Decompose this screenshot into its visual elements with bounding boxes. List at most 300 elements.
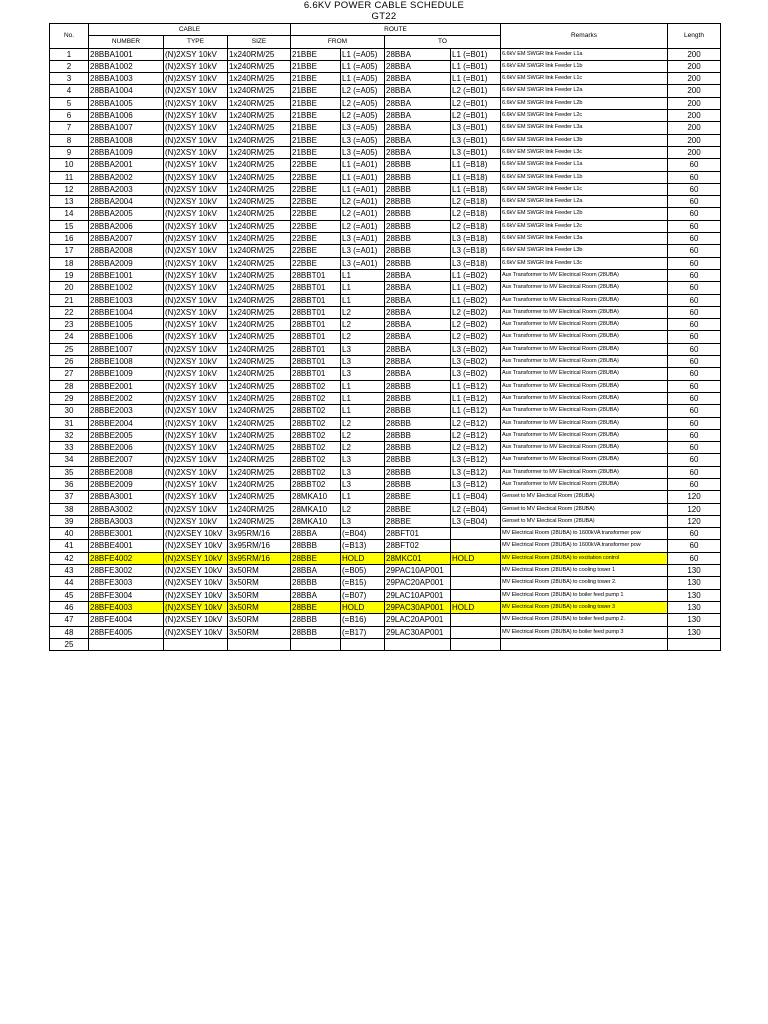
cell-remarks: Aux Transformer to MV Electrical Room (28UBA)	[501, 405, 668, 417]
cell-from: 28BBT02	[291, 454, 341, 466]
cell-length: 60	[668, 442, 721, 454]
cell-size: 3x95RM/16	[228, 540, 291, 552]
cell-no: 32	[50, 429, 89, 441]
cell-from-sub: L3 (=A05)	[341, 134, 385, 146]
cell-number: 28BBA1008	[89, 134, 164, 146]
cell-type: (N)2XSY 10kV	[164, 405, 228, 417]
cell-size: 1x240RM/25	[228, 306, 291, 318]
cell-remarks: MV Electrical Room (28UBA) to cooling tower 3	[501, 601, 668, 613]
cell-from: 22BBE	[291, 171, 341, 183]
cell-length: 60	[668, 392, 721, 404]
table-row	[50, 122, 721, 134]
cell-type: (N)2XSEY 10kV	[164, 589, 228, 601]
cell-remarks: Aux Transformer to MV Electrical Room (28UBA)	[501, 466, 668, 478]
cell-to: 28BBE	[385, 503, 451, 515]
cell-to-sub: L3 (=B12)	[451, 454, 501, 466]
cell-number: 28BBA2007	[89, 233, 164, 245]
cell-to	[385, 638, 451, 650]
cell-remarks: 6.6kV EM SWGR link Feeder L3a	[501, 233, 668, 245]
cell-type: (N)2XSY 10kV	[164, 171, 228, 183]
cell-size: 1x240RM/25	[228, 196, 291, 208]
table-row	[50, 134, 721, 146]
cell-length: 200	[668, 73, 721, 85]
cell-from: 28BBA	[291, 528, 341, 540]
cell-remarks: MV Electrical Room (28UBA) to boiler feed pump 1	[501, 589, 668, 601]
cell-from-sub: L2	[341, 319, 385, 331]
cell-from-sub: L3	[341, 356, 385, 368]
cell-no: 23	[50, 319, 89, 331]
cell-type: (N)2XSY 10kV	[164, 503, 228, 515]
cell-from: 28BBT01	[291, 343, 341, 355]
cell-length: 60	[668, 294, 721, 306]
page-subtitle: GT22	[371, 11, 397, 22]
cell-type: (N)2XSY 10kV	[164, 85, 228, 97]
cell-no: 42	[50, 552, 89, 564]
cell-length: 120	[668, 515, 721, 527]
cell-type: (N)2XSY 10kV	[164, 368, 228, 380]
cell-remarks: 6.6kV EM SWGR link Feeder L1b	[501, 171, 668, 183]
cell-number: 28BBA3002	[89, 503, 164, 515]
cell-to: 28BBB	[385, 220, 451, 232]
cell-from: 22BBE	[291, 257, 341, 269]
cell-number: 28BFE4002	[89, 552, 164, 564]
cell-number: 28BBE2006	[89, 442, 164, 454]
cell-number: 28BFE4003	[89, 601, 164, 613]
cell-from: 28BBE	[291, 552, 341, 564]
cell-from-sub: L2 (=A05)	[341, 110, 385, 122]
cell-no: 6	[50, 110, 89, 122]
header-length: Length	[668, 24, 721, 49]
cell-size: 1x240RM/25	[228, 257, 291, 269]
cell-type: (N)2XSY 10kV	[164, 73, 228, 85]
cell-to: 28BBE	[385, 515, 451, 527]
cell-number	[89, 638, 164, 650]
cell-to: 28BBB	[385, 196, 451, 208]
cell-from: 28BBA	[291, 565, 341, 577]
table-row	[50, 171, 721, 183]
cell-from-sub: L2	[341, 429, 385, 441]
cell-to: 28BBA	[385, 356, 451, 368]
cell-length: 130	[668, 577, 721, 589]
cell-from-sub: L3	[341, 515, 385, 527]
cell-no: 14	[50, 208, 89, 220]
cell-remarks	[501, 638, 668, 650]
cell-type: (N)2XSY 10kV	[164, 233, 228, 245]
cell-length: 60	[668, 331, 721, 343]
cell-size: 3x50RM	[228, 577, 291, 589]
cell-to-sub: L3 (=B18)	[451, 257, 501, 269]
table-row	[50, 380, 721, 392]
cell-number: 28BBA2001	[89, 159, 164, 171]
cell-number: 28BFE3004	[89, 589, 164, 601]
cell-no: 34	[50, 454, 89, 466]
cell-to: 28BFT02	[385, 540, 451, 552]
cell-number: 28BBE2004	[89, 417, 164, 429]
cell-number: 28BBE1006	[89, 331, 164, 343]
cell-remarks: 6.6kV EM SWGR link Feeder L2c	[501, 220, 668, 232]
cell-size: 1x240RM/25	[228, 294, 291, 306]
cell-no: 35	[50, 466, 89, 478]
cell-from: 22BBE	[291, 159, 341, 171]
cell-size: 1x240RM/25	[228, 134, 291, 146]
cell-from-sub: L2	[341, 442, 385, 454]
cell-from: 21BBE	[291, 73, 341, 85]
cell-from-sub: L2 (=A01)	[341, 208, 385, 220]
cell-length: 130	[668, 565, 721, 577]
cell-length: 120	[668, 491, 721, 503]
cell-remarks: Genset to MV Electical Room (28UBA)	[501, 515, 668, 527]
table-row	[50, 257, 721, 269]
cell-from: 28MKA10	[291, 503, 341, 515]
cell-size: 1x240RM/25	[228, 110, 291, 122]
cell-no: 46	[50, 601, 89, 613]
cell-no: 28	[50, 380, 89, 392]
cell-no: 19	[50, 269, 89, 281]
cell-no: 21	[50, 294, 89, 306]
cell-number: 28BBA2002	[89, 171, 164, 183]
cell-size: 1x240RM/25	[228, 478, 291, 490]
cell-type: (N)2XSEY 10kV	[164, 614, 228, 626]
cell-number: 28BBE2008	[89, 466, 164, 478]
cell-from: 28MKA10	[291, 491, 341, 503]
cell-from: 28BBT02	[291, 429, 341, 441]
table-row	[50, 638, 721, 650]
cell-number: 28BBE4001	[89, 540, 164, 552]
cell-no: 20	[50, 282, 89, 294]
cell-to: 29LAC10AP001	[385, 589, 451, 601]
cell-size: 1x240RM/25	[228, 417, 291, 429]
cell-type: (N)2XSEY 10kV	[164, 601, 228, 613]
cell-from: 28BBB	[291, 626, 341, 638]
cell-type: (N)2XSY 10kV	[164, 257, 228, 269]
cell-length: 60	[668, 171, 721, 183]
cell-from: 28BBT02	[291, 405, 341, 417]
cell-no: 4	[50, 85, 89, 97]
cell-number: 28BBA1004	[89, 85, 164, 97]
cell-to: 28BBB	[385, 183, 451, 195]
cell-remarks: MV Electrical Room (28UBA) to boiler feed pump 3	[501, 626, 668, 638]
table-row	[50, 565, 721, 577]
cell-to: 28BBB	[385, 380, 451, 392]
cell-to-sub: L2 (=B02)	[451, 319, 501, 331]
cell-to-sub: L3 (=B01)	[451, 122, 501, 134]
cell-no: 39	[50, 515, 89, 527]
cell-from-sub: (=B04)	[341, 528, 385, 540]
cell-to: 28BBA	[385, 269, 451, 281]
cell-from-sub: (=B13)	[341, 540, 385, 552]
cell-type: (N)2XSEY 10kV	[164, 626, 228, 638]
table-row	[50, 220, 721, 232]
cell-length: 60	[668, 220, 721, 232]
cell-no: 22	[50, 306, 89, 318]
cell-remarks: 6.6kV EM SWGR link Feeder L2c	[501, 110, 668, 122]
cell-size: 3x95RM/16	[228, 528, 291, 540]
cell-type: (N)2XSY 10kV	[164, 48, 228, 60]
cell-number: 28BBE1008	[89, 356, 164, 368]
cell-to: 29PAC20AP001	[385, 577, 451, 589]
cell-length: 200	[668, 48, 721, 60]
cell-remarks: 6.6kV EM SWGR link Feeder L3b	[501, 134, 668, 146]
cell-length: 200	[668, 134, 721, 146]
cell-remarks: MV Electrical Room (28UBA) to excitation control	[501, 552, 668, 564]
cell-no: 15	[50, 220, 89, 232]
cell-from-sub: L2	[341, 417, 385, 429]
cell-no: 33	[50, 442, 89, 454]
cell-size: 1x240RM/25	[228, 245, 291, 257]
cell-number: 28BBA1005	[89, 97, 164, 109]
cell-remarks: Aux Transformer to MV Electrical Room (28UBA)	[501, 306, 668, 318]
cell-type: (N)2XSY 10kV	[164, 196, 228, 208]
cell-from-sub: L3	[341, 368, 385, 380]
cell-from-sub: (=B16)	[341, 614, 385, 626]
cell-number: 28BBE2001	[89, 380, 164, 392]
cell-number: 28BBE2003	[89, 405, 164, 417]
table-row	[50, 442, 721, 454]
cell-type: (N)2XSY 10kV	[164, 110, 228, 122]
cell-length: 60	[668, 478, 721, 490]
cell-number: 28BBA2008	[89, 245, 164, 257]
cell-no: 12	[50, 183, 89, 195]
cell-number: 28BFE3003	[89, 577, 164, 589]
cell-remarks: Aux Transformer to MV Electrical Room (28UBA)	[501, 380, 668, 392]
cell-length: 60	[668, 552, 721, 564]
cell-size: 3x50RM	[228, 565, 291, 577]
cell-from: 28BBT01	[291, 356, 341, 368]
cell-size: 1x240RM/25	[228, 368, 291, 380]
cell-to-sub: L1 (=B04)	[451, 491, 501, 503]
cell-length: 200	[668, 122, 721, 134]
table-row	[50, 515, 721, 527]
table-row	[50, 540, 721, 552]
cell-length: 60	[668, 183, 721, 195]
cell-from-sub: L3	[341, 454, 385, 466]
cell-remarks: Aux Transformer to MV Electrical Room (28UBA)	[501, 417, 668, 429]
cell-number: 28BBE3001	[89, 528, 164, 540]
cell-type: (N)2XSY 10kV	[164, 515, 228, 527]
cell-from: 28BBT01	[291, 319, 341, 331]
cell-from: 28BBB	[291, 614, 341, 626]
cell-to-sub: L2 (=B04)	[451, 503, 501, 515]
cell-no: 30	[50, 405, 89, 417]
cell-remarks: Genset to MV Electical Room (28UBA)	[501, 491, 668, 503]
header-to: TO	[385, 36, 501, 48]
cell-length: 60	[668, 257, 721, 269]
table-row	[50, 159, 721, 171]
cell-no: 41	[50, 540, 89, 552]
cable-schedule-table	[49, 23, 721, 651]
header-cable: CABLE	[89, 24, 291, 36]
table-row	[50, 319, 721, 331]
cell-to-sub: L1 (=B12)	[451, 405, 501, 417]
cell-length: 60	[668, 429, 721, 441]
cell-size	[228, 638, 291, 650]
cell-to: 28BBB	[385, 417, 451, 429]
cell-number: 28BBA2003	[89, 183, 164, 195]
cell-to: 28BBA	[385, 134, 451, 146]
cell-length: 60	[668, 356, 721, 368]
cell-type	[164, 638, 228, 650]
cell-to: 28BBA	[385, 85, 451, 97]
cell-type: (N)2XSY 10kV	[164, 97, 228, 109]
cell-to-sub: L3 (=B12)	[451, 478, 501, 490]
cell-to-sub: L1 (=B18)	[451, 171, 501, 183]
table-row	[50, 85, 721, 97]
cell-number: 28BBE2005	[89, 429, 164, 441]
cell-number: 28BBA2009	[89, 257, 164, 269]
table-row	[50, 601, 721, 613]
cell-to-sub: L3 (=B18)	[451, 233, 501, 245]
cell-to-sub	[451, 565, 501, 577]
cell-to: 28BBB	[385, 171, 451, 183]
cell-size: 3x50RM	[228, 614, 291, 626]
cell-size: 3x50RM	[228, 626, 291, 638]
cell-from: 28BBE	[291, 601, 341, 613]
cell-type: (N)2XSY 10kV	[164, 146, 228, 158]
cell-type: (N)2XSY 10kV	[164, 331, 228, 343]
cell-to-sub: L3 (=B02)	[451, 368, 501, 380]
cell-to-sub: L1 (=B01)	[451, 60, 501, 72]
cell-from-sub: L2 (=A01)	[341, 220, 385, 232]
table-row	[50, 183, 721, 195]
cell-to-sub: L1 (=B02)	[451, 269, 501, 281]
cell-from: 21BBE	[291, 122, 341, 134]
table-row	[50, 146, 721, 158]
cell-to-sub: L2 (=B12)	[451, 429, 501, 441]
cell-no: 43	[50, 565, 89, 577]
cell-size: 3x95RM/16	[228, 552, 291, 564]
table-row	[50, 60, 721, 72]
cell-to-sub: L1 (=B18)	[451, 183, 501, 195]
cell-no: 13	[50, 196, 89, 208]
cell-to: 28BBB	[385, 405, 451, 417]
cell-to-sub	[451, 614, 501, 626]
cell-from: 21BBE	[291, 48, 341, 60]
cell-length: 60	[668, 454, 721, 466]
cell-remarks: Aux Transformer to MV Electrical Room (28UBA)	[501, 429, 668, 441]
cell-remarks: 6.6kV EM SWGR link Feeder L2a	[501, 196, 668, 208]
cell-number: 28BBA2006	[89, 220, 164, 232]
cell-from: 22BBE	[291, 208, 341, 220]
cell-no: 26	[50, 356, 89, 368]
cell-number: 28BBA1007	[89, 122, 164, 134]
cell-length: 200	[668, 60, 721, 72]
cell-to: 28BBA	[385, 146, 451, 158]
page-title: 6.6KV POWER CABLE SCHEDULE	[303, 0, 465, 11]
cell-to-sub: L3 (=B01)	[451, 134, 501, 146]
cell-from-sub: L3	[341, 343, 385, 355]
cell-no: 5	[50, 97, 89, 109]
cell-remarks: Genset to MV Electical Room (28UBA)	[501, 503, 668, 515]
cell-to-sub: L3 (=B18)	[451, 245, 501, 257]
cell-remarks: 6.6kV EM SWGR link Feeder L1b	[501, 60, 668, 72]
table-row	[50, 245, 721, 257]
cell-length: 200	[668, 110, 721, 122]
cell-length: 200	[668, 85, 721, 97]
header-route: ROUTE	[291, 24, 501, 36]
cell-remarks: Aux Transformer to MV Electrical Room (28UBA)	[501, 368, 668, 380]
cell-size: 1x240RM/25	[228, 331, 291, 343]
cell-to: 28BBA	[385, 319, 451, 331]
cell-size: 1x240RM/25	[228, 73, 291, 85]
table-row	[50, 294, 721, 306]
table-row	[50, 208, 721, 220]
cell-no: 27	[50, 368, 89, 380]
cell-to: 28BBA	[385, 60, 451, 72]
cell-length: 60	[668, 245, 721, 257]
cell-number: 28BBA3003	[89, 515, 164, 527]
cell-no: 3	[50, 73, 89, 85]
cell-type: (N)2XSY 10kV	[164, 60, 228, 72]
cell-to: 28BBB	[385, 392, 451, 404]
cell-type: (N)2XSY 10kV	[164, 134, 228, 146]
cell-no: 16	[50, 233, 89, 245]
cell-from: 21BBE	[291, 134, 341, 146]
cell-size: 1x240RM/25	[228, 146, 291, 158]
cell-remarks: MV Electrical Room (28UBA) to boiler feed pump 2.	[501, 614, 668, 626]
cell-length: 60	[668, 417, 721, 429]
cell-type: (N)2XSY 10kV	[164, 478, 228, 490]
cell-to: 28BBA	[385, 331, 451, 343]
cell-size: 1x240RM/25	[228, 220, 291, 232]
cell-number: 28BFE3002	[89, 565, 164, 577]
cell-remarks: 6.6kV EM SWGR link Feeder L2a	[501, 85, 668, 97]
cell-to: 28BBA	[385, 48, 451, 60]
cell-to-sub	[451, 638, 501, 650]
cell-type: (N)2XSY 10kV	[164, 282, 228, 294]
cell-remarks: Aux Transformer to MV Electrical Room (28UBA)	[501, 392, 668, 404]
cell-length: 200	[668, 97, 721, 109]
cell-remarks: 6.6kV EM SWGR link Feeder L3c	[501, 146, 668, 158]
cell-length: 60	[668, 196, 721, 208]
cell-to: 29PAC30AP001	[385, 601, 451, 613]
cell-remarks: MV Electrical Room (28UBA) to cooling tower 1	[501, 565, 668, 577]
cell-type: (N)2XSY 10kV	[164, 442, 228, 454]
cell-number: 28BBE2007	[89, 454, 164, 466]
cell-to: 28BBB	[385, 159, 451, 171]
cell-no: 2	[50, 60, 89, 72]
cell-no: 11	[50, 171, 89, 183]
cell-to: 28BBB	[385, 478, 451, 490]
cell-from-sub: L1	[341, 491, 385, 503]
cell-to: 28BBB	[385, 233, 451, 245]
cell-from: 22BBE	[291, 233, 341, 245]
cell-size: 1x240RM/25	[228, 319, 291, 331]
cell-to: 28BBA	[385, 282, 451, 294]
cell-to-sub: L2 (=B18)	[451, 208, 501, 220]
cell-type: (N)2XSY 10kV	[164, 392, 228, 404]
cell-remarks: Aux Transformer to MV Electrical Room (28UBA)	[501, 331, 668, 343]
cell-type: (N)2XSY 10kV	[164, 319, 228, 331]
cell-number: 28BBE1002	[89, 282, 164, 294]
table-row	[50, 48, 721, 60]
table-row	[50, 552, 721, 564]
cell-to: 28BBB	[385, 454, 451, 466]
cell-remarks: Aux Transformer to MV Electrical Room (28UBA)	[501, 269, 668, 281]
cell-to: 28BBA	[385, 343, 451, 355]
cell-no: 9	[50, 146, 89, 158]
cell-from: 21BBE	[291, 85, 341, 97]
cell-remarks: Aux Transformer to MV Electrical Room (28UBA)	[501, 454, 668, 466]
cell-number: 28BBA3001	[89, 491, 164, 503]
cell-size: 1x240RM/25	[228, 343, 291, 355]
cell-from-sub: L3 (=A01)	[341, 257, 385, 269]
table-row	[50, 110, 721, 122]
cell-no: 1	[50, 48, 89, 60]
header-from: FROM	[291, 36, 385, 48]
table-row	[50, 491, 721, 503]
cell-remarks: 6.6kV EM SWGR link Feeder L1a	[501, 48, 668, 60]
cell-remarks: Aux Transformer to MV Electrical Room (28UBA)	[501, 282, 668, 294]
